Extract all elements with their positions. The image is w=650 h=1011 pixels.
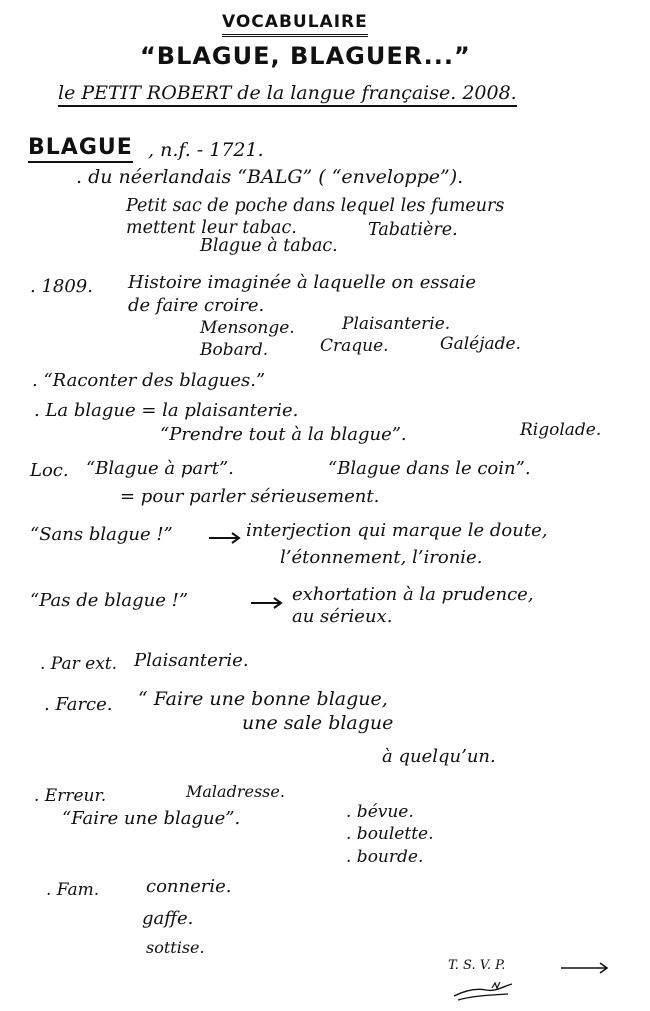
sans-blague-meaning-1: interjection qui marque le doute, (246, 520, 548, 541)
synonym-sottise: sottise. (146, 938, 205, 957)
synonym-gaffe: gaffe. (142, 908, 194, 929)
erreur-label: . Erreur. (34, 786, 107, 806)
locution-blague-a-part: “Blague à part”. (86, 458, 234, 479)
synonym-craque: Craque. (320, 336, 389, 356)
sense-2-line-2: de faire croire. (128, 295, 265, 316)
source-reference: le PETIT ROBERT de la langue française. 2008. (58, 82, 517, 107)
raconter-des-blagues: . “Raconter des blagues.” (32, 370, 266, 391)
sense-2-line-1: Histoire imaginée à laquelle on essaie (128, 272, 476, 293)
arrow-right-icon (208, 532, 242, 544)
pas-de-blague-meaning-2: au sérieux. (292, 606, 393, 627)
signature-flourish (452, 978, 522, 1002)
locution-meaning: = pour parler sérieusement. (120, 486, 380, 507)
vocabulary-heading: VOCABULAIRE (222, 12, 368, 37)
headword: BLAGUE (28, 135, 133, 163)
grammar-and-date: , n.f. - 1721. (148, 139, 264, 161)
sense-1-line-3: Blague à tabac. (200, 236, 338, 256)
familiar-label: . Fam. (46, 880, 100, 900)
farce-label: . Farce. (44, 694, 113, 715)
par-extension-value: Plaisanterie. (134, 650, 249, 671)
synonym-plaisanterie: Plaisanterie. (342, 314, 451, 334)
farce-line-2: une sale blague (242, 712, 394, 734)
sans-blague-meaning-2: l’étonnement, l’ironie. (280, 547, 483, 568)
synonym-connerie: connerie. (146, 876, 232, 897)
farce-line-1: “ Faire une bonne blague, (138, 688, 388, 710)
sense-1-line-2: mettent leur tabac. (126, 218, 297, 238)
locution-label: Loc. (30, 460, 69, 481)
arrow-right-icon (250, 597, 284, 609)
pas-de-blague-meaning-1: exhortation à la prudence, (292, 584, 534, 605)
faire-une-blague: “Faire une blague”. (62, 808, 241, 829)
sense-1-tabatiere: Tabatière. (368, 220, 458, 240)
etymology: . du néerlandais “BALG” ( “enveloppe”). (76, 166, 464, 188)
synonym-bourde: . bourde. (346, 847, 424, 867)
locution-blague-dans-le-coin: “Blague dans le coin”. (328, 458, 531, 479)
la-blague-definition: . La blague = la plaisanterie. (34, 400, 299, 421)
pas-de-blague: “Pas de blague !” (30, 590, 189, 611)
tsvp-note: T. S. V. P. (448, 958, 506, 973)
synonym-galejade: Galéjade. (440, 334, 521, 354)
synonym-bobard: Bobard. (200, 340, 269, 360)
maladresse: Maladresse. (186, 782, 285, 801)
synonym-bevue: . bévue. (346, 802, 414, 822)
rigolade: Rigolade. (520, 420, 602, 440)
synonym-mensonge: Mensonge. (200, 318, 295, 338)
year-1809: . 1809. (30, 276, 93, 297)
arrow-right-icon (560, 962, 610, 974)
page-title: “BLAGUE, BLAGUER...” (140, 42, 471, 70)
sans-blague: “Sans blague !” (30, 524, 173, 545)
prendre-a-la-blague: “Prendre tout à la blague”. (160, 424, 407, 445)
synonym-boulette: . boulette. (346, 824, 434, 844)
sense-1-line-1: Petit sac de poche dans lequel les fumeurs (126, 196, 505, 216)
farce-line-3: à quelqu’un. (382, 746, 496, 767)
par-extension-label: . Par ext. (40, 654, 118, 674)
